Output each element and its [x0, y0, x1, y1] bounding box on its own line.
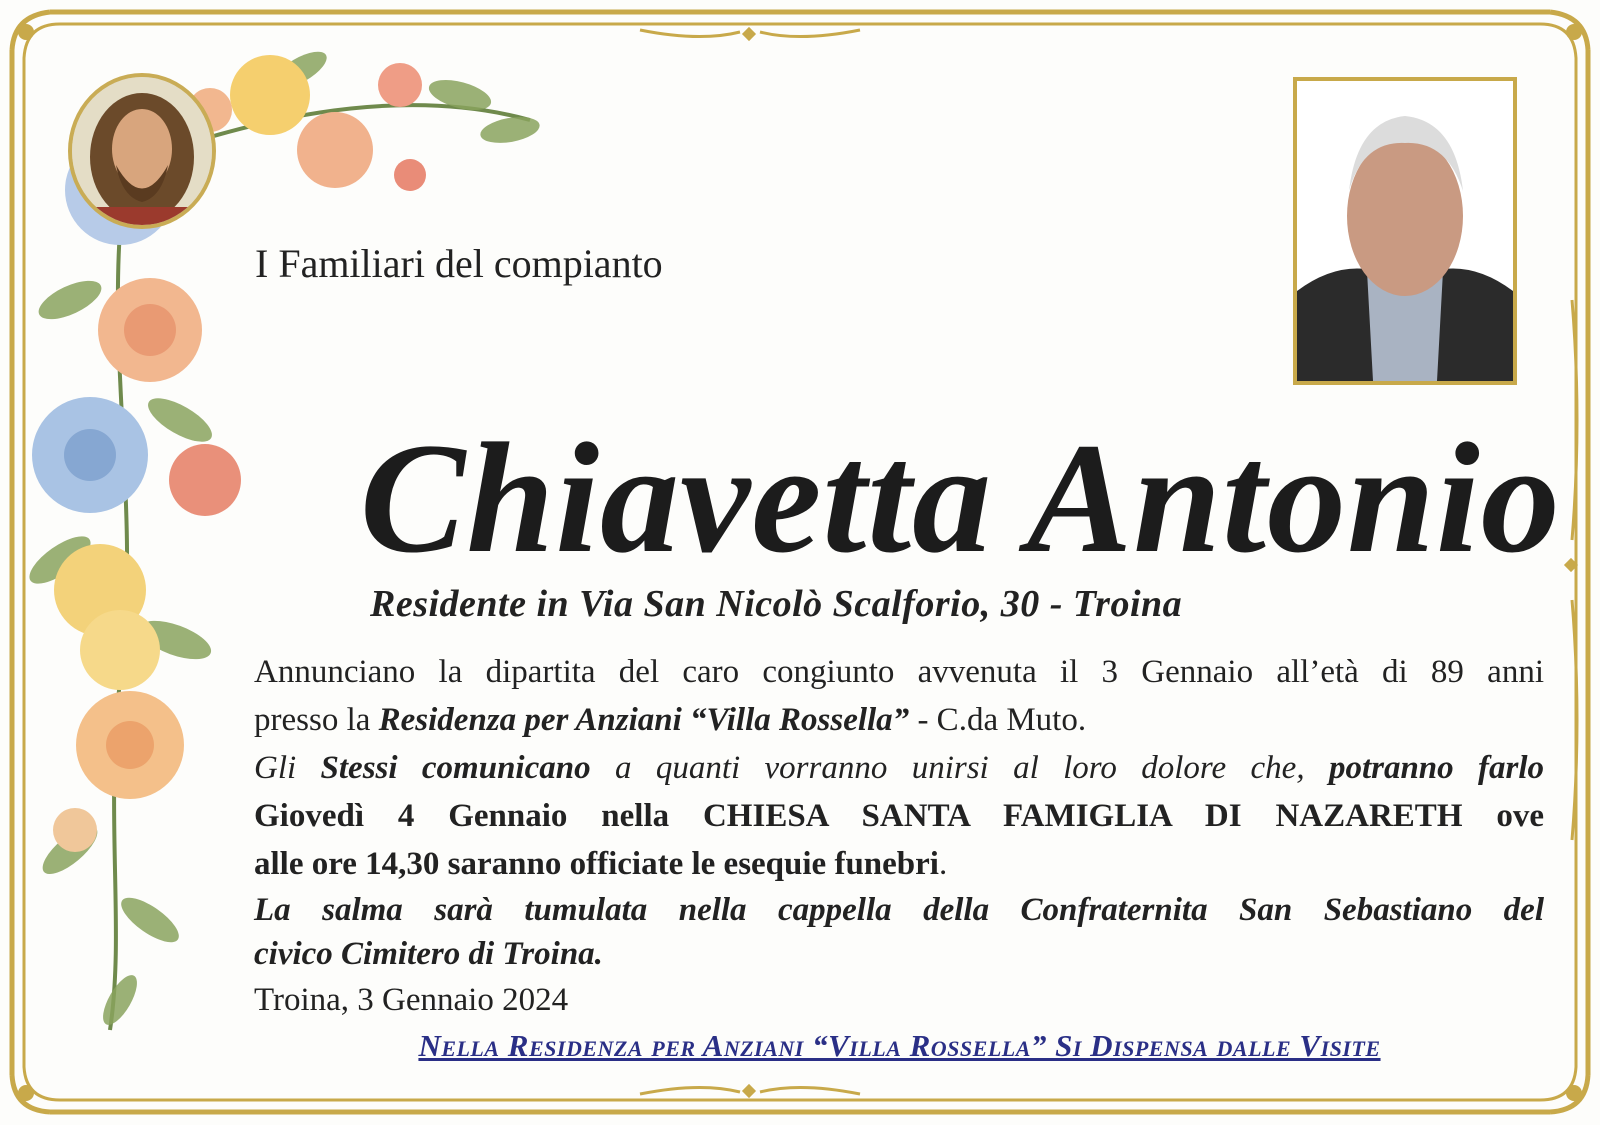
announcement-line-3-d: potranno farlo [1328, 750, 1545, 786]
announcement-line-5 [254, 840, 1544, 888]
deceased-photo [1293, 77, 1517, 385]
announcement-line-1: Annunciano la dipartita del caro congiunto avvenuta il 3 Gennaio all’età di 89 anni [254, 654, 1544, 690]
announcement-line-2-post: - C.da Muto. [909, 702, 1087, 738]
announcement-line-3 [254, 744, 1544, 792]
announcement-line-3-a: Gli [254, 750, 321, 786]
portrait-image [1297, 81, 1513, 381]
familiari-heading: I Familiari del compianto [255, 241, 663, 286]
announcement-line-4: Giovedì 4 Gennaio nella CHIESA SANTA FAMIGLIA DI NAZARETH ove [254, 798, 1544, 834]
residence-place-name: Residenza per Anziani “Villa Rossella” [378, 702, 910, 738]
jesus-portrait-image [72, 77, 212, 225]
deceased-name: Chiavetta Antonio [360, 411, 1561, 586]
announcement-line-7: civico Cimitero di Troina. [254, 936, 603, 972]
jesus-portrait-medallion [68, 73, 216, 229]
announcement-line-6: La salma sarà tumulata nella cappella della Confraternita San Sebastiano del [254, 892, 1544, 928]
funeral-time-text: alle ore 14,30 saranno officiate le esequie funebri [254, 846, 939, 882]
residence-line: Residente in Via San Nicolò Scalforio, 30 - Troina [370, 583, 1183, 625]
announcement-line-2 [254, 696, 1544, 744]
announcement-date: Troina, 3 Gennaio 2024 [254, 982, 569, 1018]
announcement-line-5-end: . [938, 846, 948, 882]
announcement-line-2-pre: presso la [254, 702, 379, 738]
announcement-text [254, 648, 1544, 1024]
announcement-line-3-c: a quanti vorranno unirsi al loro dolore che, [590, 750, 1329, 786]
no-visits-notice: Nella Residenza per Anziani “Villa Rossella” Si Dispensa dalle Visite [418, 1028, 1381, 1063]
announcement-line-3-b: Stessi comunicano [320, 750, 591, 786]
